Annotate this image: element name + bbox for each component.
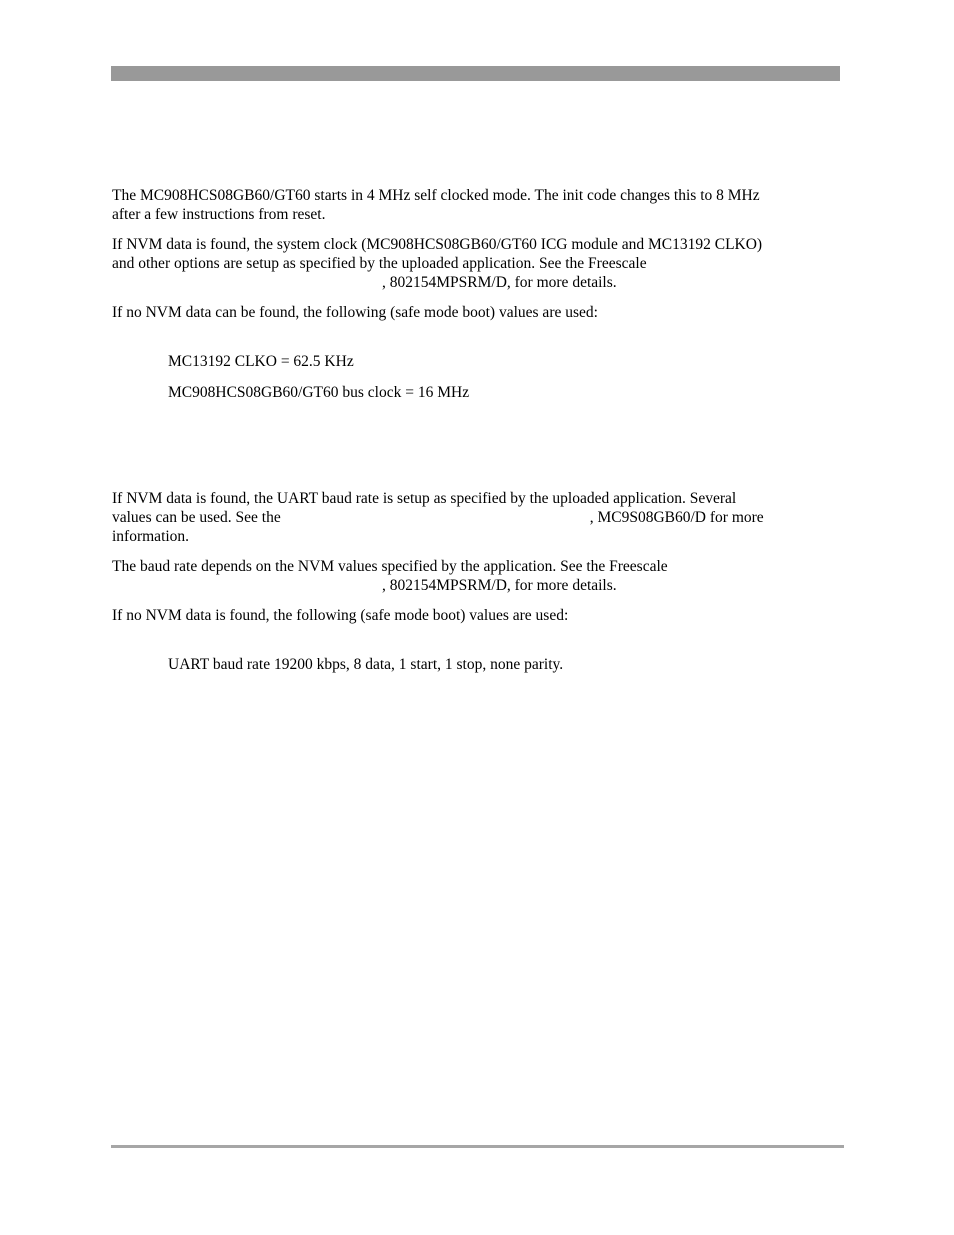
clock-p2-line2: and other options are setup as specified by the uploaded application. See the Freescale [112,255,647,272]
clock-p2-line3: , 802154MPSRM/D, for more details. [382,274,617,291]
clock-p1-line1: The MC908HCS08GB60/GT60 starts in 4 MHz self clocked mode. The init code changes this to 8 MHz [112,187,760,204]
uart-p2-line1: The baud rate depends on the NVM values specified by the application. See the Freescale [112,558,668,575]
clock-paragraph-1 [112,186,760,224]
footer-rule [111,1145,844,1148]
uart-p3: If no NVM data is found, the following (safe mode boot) values are used: [112,607,569,624]
clock-bullet-2: MC908HCS08GB60/GT60 bus clock = 16 MHz [168,384,470,401]
clock-paragraph-2 [112,235,762,292]
header-bar [111,66,840,81]
uart-p2-line2: , 802154MPSRM/D, for more details. [382,577,617,594]
clock-p2-line3-wrap [112,273,762,292]
uart-p2-line2-wrap [112,576,668,595]
uart-bullet-1: UART baud rate 19200 kbps, 8 data, 1 start, 1 stop, none parity. [168,656,564,673]
uart-p1-line3: information. [112,528,190,545]
uart-paragraph-1 [112,489,764,546]
uart-paragraph-2 [112,557,668,595]
uart-p1-line1: If NVM data is found, the UART baud rate is setup as specified by the uploaded application. Several [112,490,737,507]
clock-bullet-1: MC13192 CLKO = 62.5 KHz [168,353,354,370]
uart-p1-line2b: , MC9S08GB60/D for more [589,509,764,526]
uart-p1-line2a: values can be used. See the [112,509,281,526]
clock-p2-line1: If NVM data is found, the system clock (MC908HCS08GB60/GT60 ICG module and MC13192 CLKO) [112,236,763,253]
clock-paragraph-3 [112,303,598,322]
clock-p3: If no NVM data can be found, the following (safe mode boot) values are used: [112,304,598,321]
uart-paragraph-3 [112,606,568,625]
clock-p1-line2: after a few instructions from reset. [112,206,326,223]
uart-p1-line2-wrap [112,508,764,527]
